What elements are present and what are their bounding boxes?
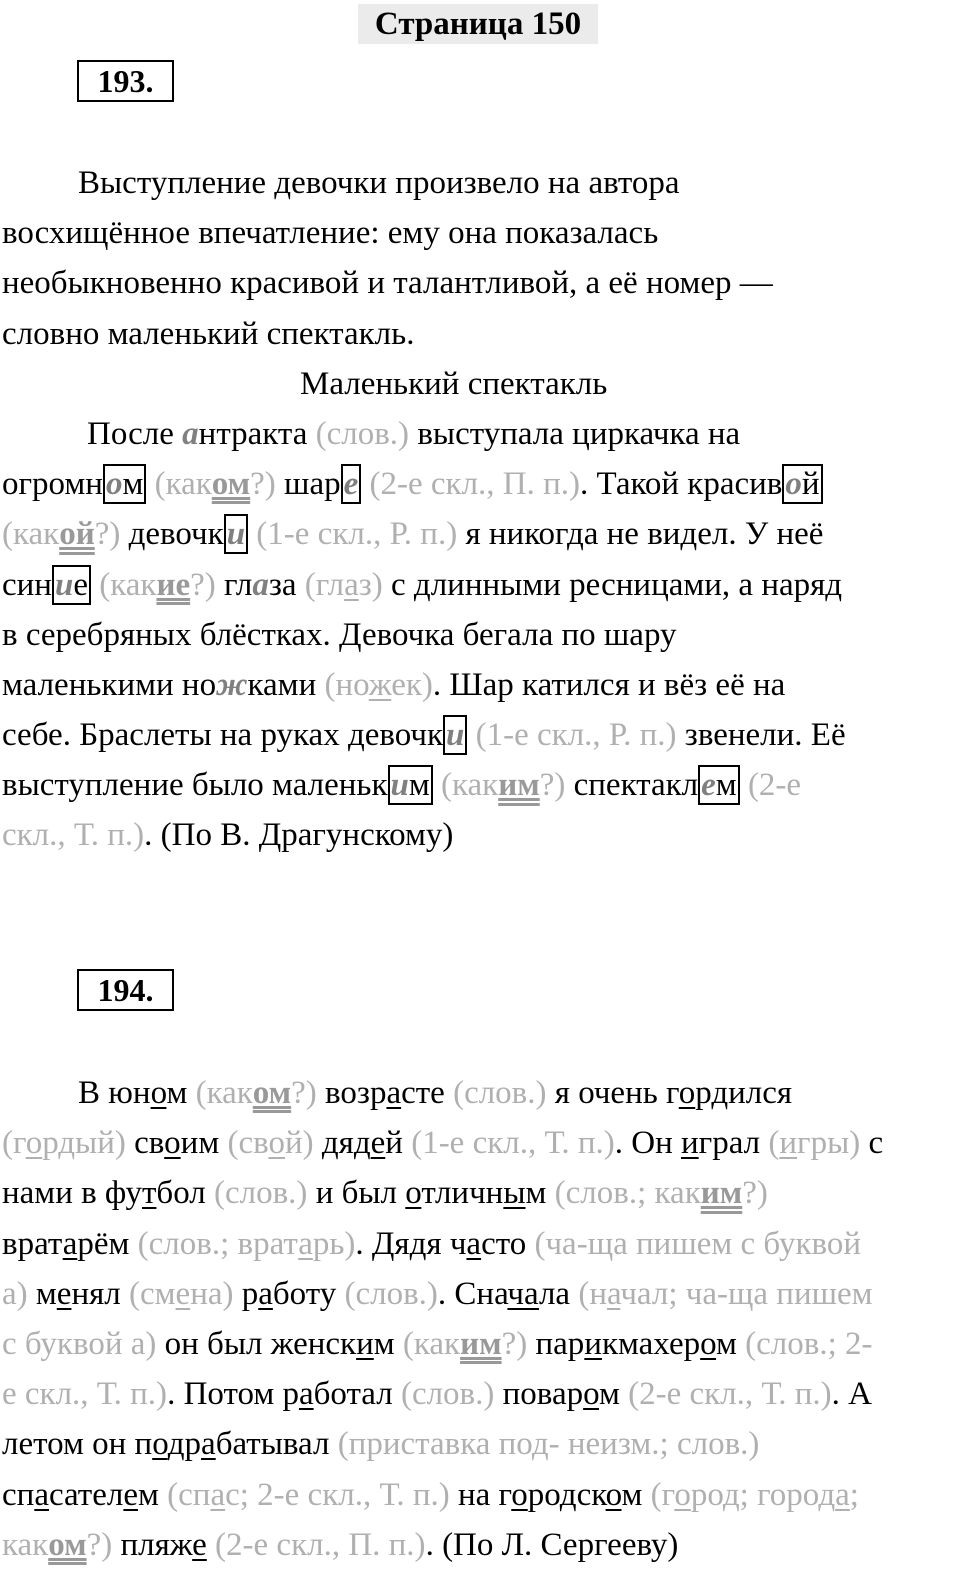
intro-line-1: Выступление девочки произвело на автора (78, 165, 680, 201)
story-line-4: синие (какие?) глаза (глаз) с длинными ресницами, а наряд (2, 566, 843, 603)
text-line-5: а) менял (смена) работу (слов.). Сначала (начал; ча-ща пишем (2, 1275, 873, 1312)
page-title: Страница 150 (358, 4, 598, 44)
story-line-9: скл., Т. п.). (По В. Драгунскому) (2, 817, 454, 854)
story-line-8: выступление было маленьким (каким?) спектаклем (2-е (2, 767, 802, 804)
exercise-193-text (2, 158, 958, 861)
story-title: Маленький спектакль (300, 365, 608, 402)
text-line-10: каком?) пляже (2-е скл., П. п.). (По Л. Сергееву) (2, 1526, 679, 1563)
text-line-3: нами в футбол (слов.) и был отличным (слов.; каким?) (2, 1175, 768, 1212)
intro-line-4: словно маленький спектакль. (2, 315, 415, 352)
exercise-193-number: 193. (77, 60, 174, 102)
text-line-6: с буквой а) он был женским (каким?) парикмахером (слов.; 2- (2, 1325, 873, 1362)
text-line-2: (гордый) своим (свой) дядей (1-е скл., Т. п.). Он играл (игры) с (2, 1125, 884, 1162)
text-line-1: В юном (каком?) возрасте (слов.) я очень гордился (78, 1075, 793, 1111)
intro-line-3: необыкновенно красивой и талантливой, а её номер — (2, 265, 773, 302)
story-line-3: (какой?) девочки (1-е скл., Р. п.) я никогда не видел. У неё (2, 516, 824, 553)
text-line-7: е скл., Т. п.). Потом работал (слов.) поваром (2-е скл., Т. п.). А (2, 1376, 872, 1413)
story-line-7: себе. Браслеты на руках девочки (1-е скл., Р. п.) звенели. Её (2, 717, 846, 754)
story-line-6: маленькими ножками (ножек). Шар катился и вёз её на (2, 666, 786, 703)
exercise-194-text (2, 1068, 958, 1570)
story-line-2: огромном (каком?) шаре (2-е скл., П. п.). Такой красивой (2, 459, 958, 509)
text-line-8: летом он подрабатывал (приставка под- неизм.; слов.) (2, 1426, 760, 1463)
intro-line-2: восхищённое впечатление: ему она показалась (2, 215, 659, 252)
text-line-4: вратарём (слов.; вратарь). Дядя часто (ча-ща пишем с буквой (2, 1225, 861, 1262)
story-line-1: После антракта (слов.) выступала циркачка на (87, 415, 741, 452)
story-line-5: в серебряных блёстках. Девочка бегала по шару (2, 616, 677, 653)
text-line-9: спасателем (спас; 2-е скл., Т. п.) на городском (город; города; (2, 1476, 859, 1513)
exercise-194-number: 194. (77, 969, 174, 1011)
